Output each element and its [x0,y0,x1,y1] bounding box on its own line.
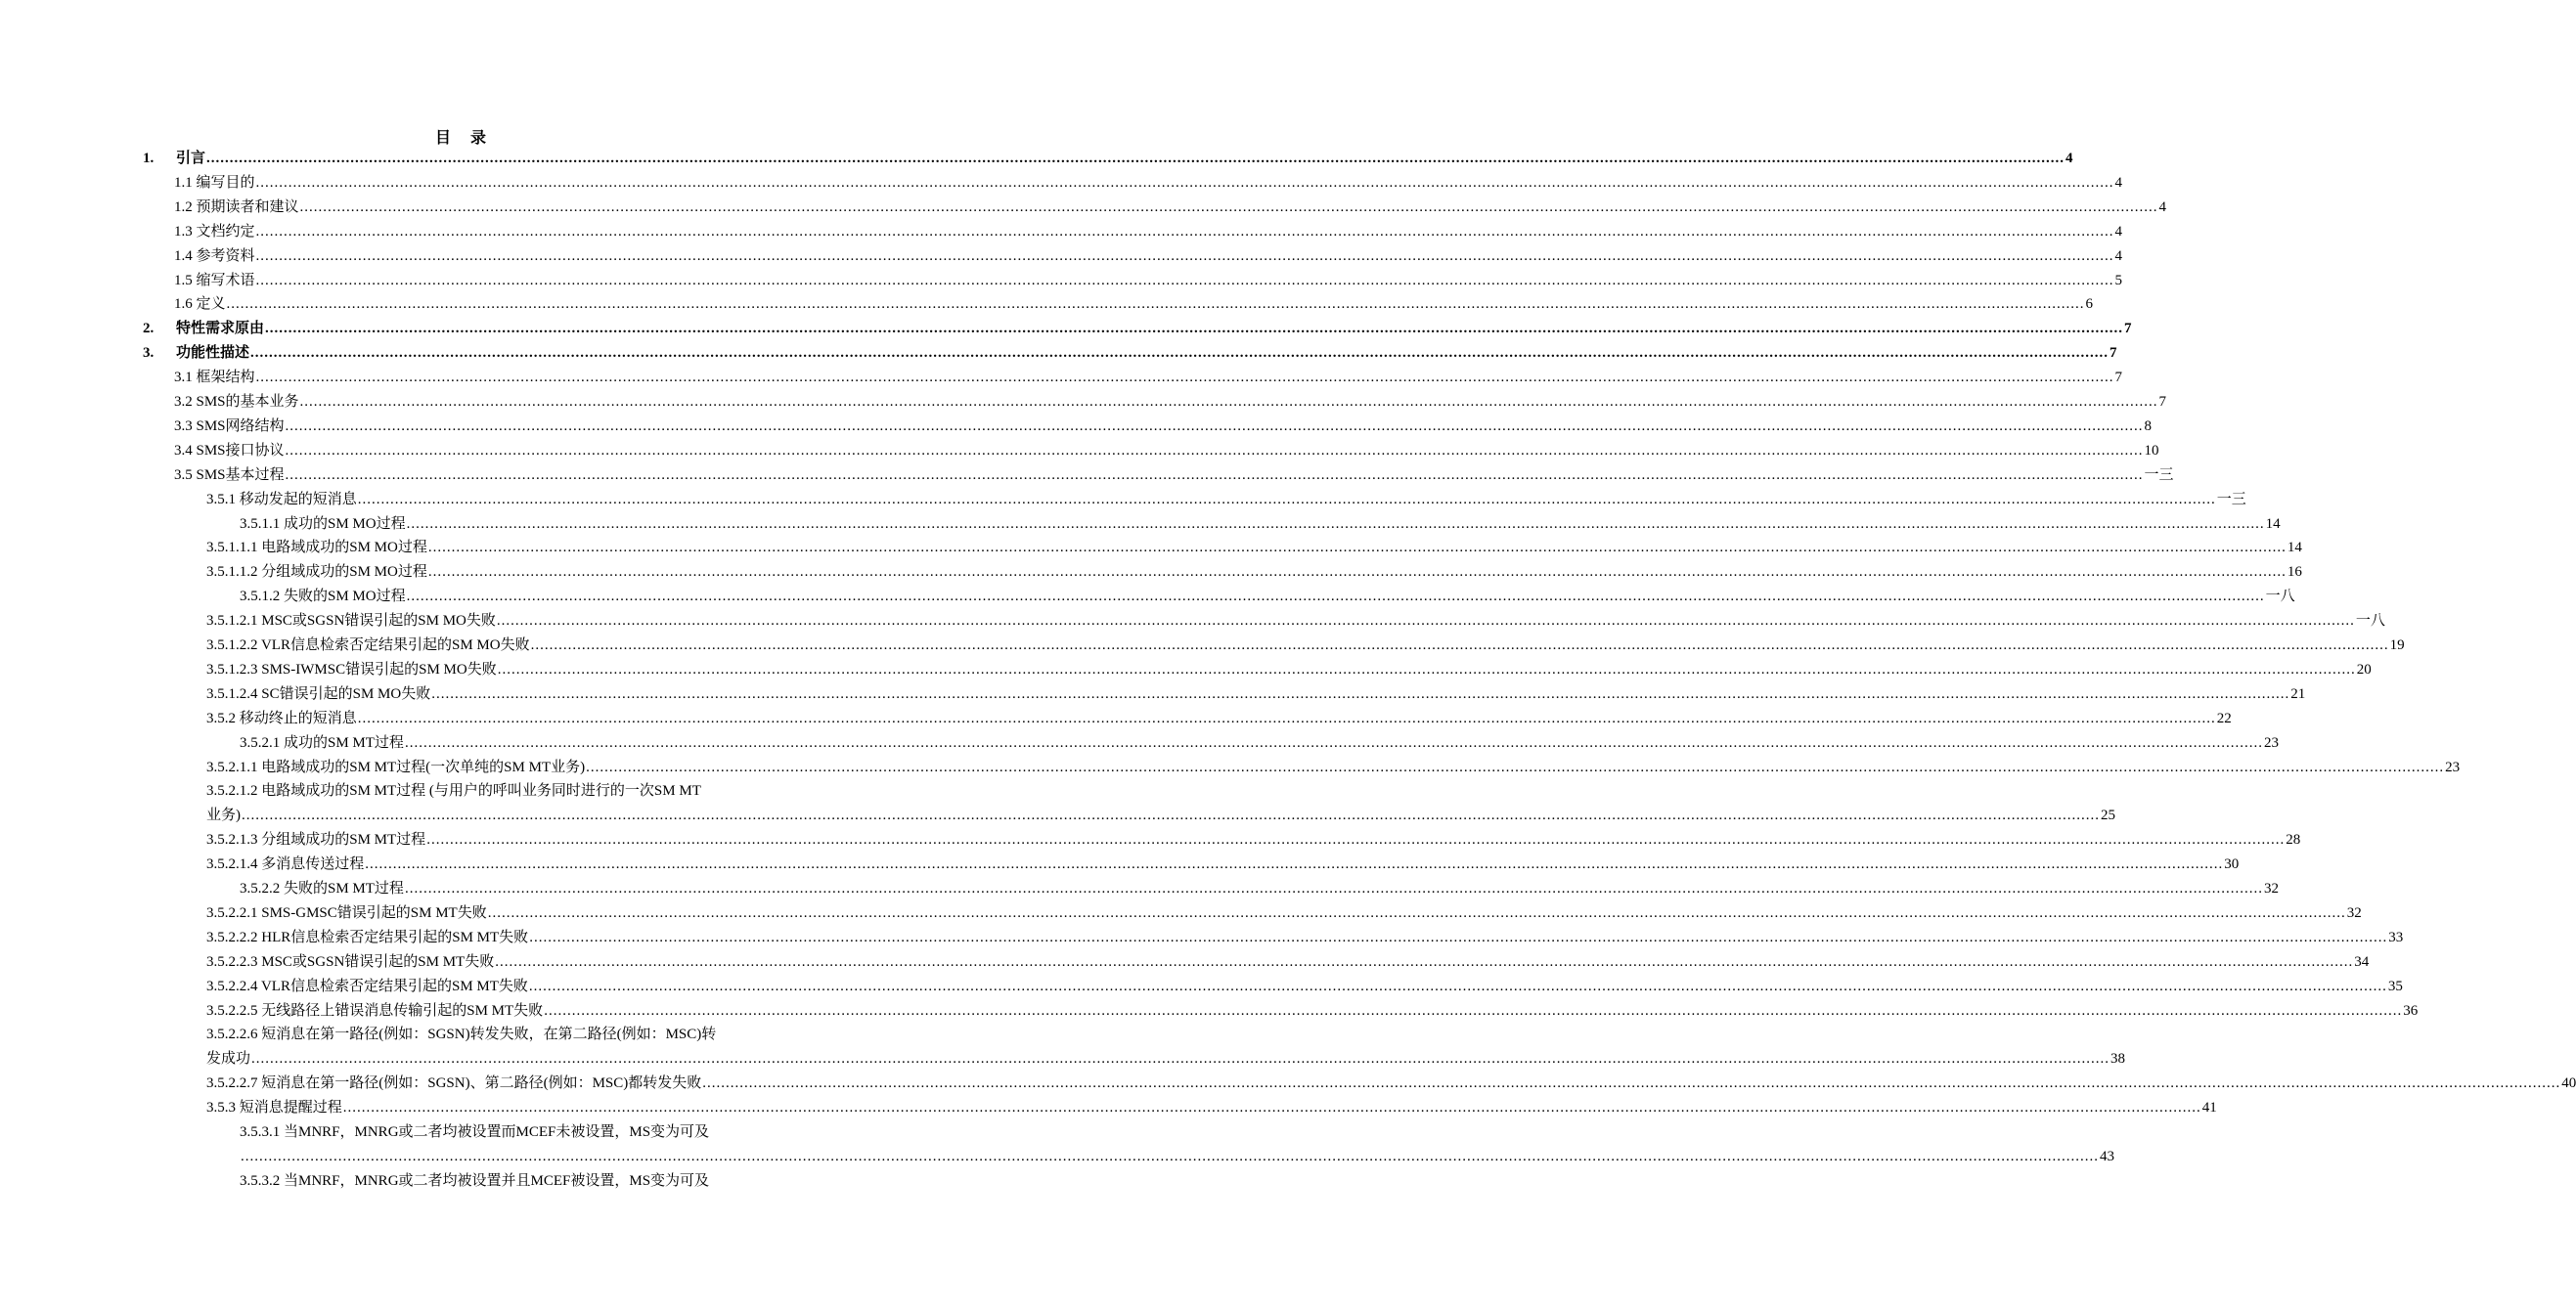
toc-leader-dots: ................................................................................................................................................................................................................................................................................................................................................................................................................ [426,832,2286,849]
toc-entry-text: 3.5.2.2.4 VLR信息检索否定结果引起的SM MT失败 [206,978,528,994]
toc-leader-dots: ................................................................................................................................................................................................................................................................................................................................................................................................................ [530,637,2389,653]
toc-leader-dots: ................................................................................................................................................................................................................................................................................................................................................................................................................ [487,904,2346,921]
toc-leader-dots: ................................................................................................................................................................................................................................................................................................................................................................................................................ [431,685,2290,702]
toc-leader-dots: ................................................................................................................................................................................................................................................................................................................................................................................................................ [255,370,2114,386]
toc-leader-dots: ................................................................................................................................................................................................................................................................................................................................................................................................................ [365,856,2224,873]
toc-leader-dots: ................................................................................................................................................................................................................................................................................................................................................................................................................ [495,953,2354,970]
toc-page-number: 23 [2263,734,2279,751]
toc-leader-dots: ................................................................................................................................................................................................................................................................................................................................................................................................................ [242,808,2100,824]
toc-entry[interactable] [0,733,2279,758]
toc-page-number: 22 [2216,710,2232,726]
toc-leader-dots: ................................................................................................................................................................................................................................................................................................................................................................................................................ [206,151,2065,166]
toc-entry[interactable] [0,928,2404,952]
toc-entry[interactable] [0,368,2123,392]
toc-leader-dots: ................................................................................................................................................................................................................................................................................................................................................................................................................ [285,442,2144,459]
toc-page-number: 30 [2224,856,2240,873]
toc-page-number: 36 [2403,1002,2419,1019]
toc-leader-dots: ................................................................................................................................................................................................................................................................................................................................................................................................................ [404,881,2263,897]
toc-page-number: 7 [2124,321,2132,337]
toc-entry[interactable] [0,1171,929,1196]
toc-entry-text: 3.5.2.1.3 分组域成功的SM MT过程 [206,832,426,849]
toc-entry-text: 3.5.2.2 失败的SM MT过程 [240,881,404,897]
toc-entry-text: 引言 [176,151,206,166]
toc-entry[interactable] [0,197,2167,222]
toc-leader-dots: ................................................................................................................................................................................................................................................................................................................................................................................................................ [406,515,2265,532]
toc-page-number: 34 [2354,953,2370,970]
toc-leader-dots: ................................................................................................................................................................................................................................................................................................................................................................................................................ [357,710,2216,726]
toc-page-number: 10 [2144,442,2159,459]
toc-entry-text: 功能性描述 [176,345,250,362]
toc-entry-text: 3.1 框架结构 [174,370,255,386]
toc-entry-text: 1.2 预期读者和建议 [174,198,299,215]
toc-entry-text: 3.5.3 短消息提醒过程 [206,1100,342,1117]
toc-page-number: 25 [2101,808,2115,824]
toc-page-number: 14 [2265,515,2281,532]
toc-entry-number: 3. [143,345,155,362]
toc-entry[interactable] [0,441,2159,465]
toc-leader-dots: ................................................................................................................................................................................................................................................................................................................................................................................................................ [285,466,2144,483]
toc-entry[interactable] [0,854,2240,879]
toc-entry[interactable] [0,1073,2576,1098]
toc-entry-text: 3.5 SMS基本过程 [174,466,285,483]
toc-page-number: 35 [2387,978,2403,994]
toc-page-number: 4 [2114,247,2123,264]
toc-entry[interactable] [0,538,2302,562]
toc-entry[interactable] [0,562,2302,587]
toc-page-number: 16 [2287,564,2302,581]
toc-entry[interactable] [0,879,2279,903]
toc-leader-dots: ................................................................................................................................................................................................................................................................................................................................................................................................................ [255,223,2114,240]
toc-leader-dots: ................................................................................................................................................................................................................................................................................................................................................................................................................ [255,247,2114,264]
toc-entry-text: 3.5.2.1.2 电路域成功的SM MT过程 (与用户的呼叫业务同时进行的一次SM MT [206,783,701,800]
toc-leader-dots: ................................................................................................................................................................................................................................................................................................................................................................................................................ [529,929,2388,945]
toc-entry-text: 3.4 SMS接口协议 [174,442,285,459]
toc-leader-dots: ................................................................................................................................................................................................................................................................................................................................................................................................................ [255,174,2114,191]
toc-page-number: 一三 [2216,491,2246,507]
toc-leader-dots: ................................................................................................................................................................................................................................................................................................................................................................................................................ [342,1100,2201,1117]
toc-entry[interactable] [0,392,2167,416]
toc-page-number: 19 [2389,637,2405,653]
toc-entry[interactable] [0,611,2385,635]
toc-entry[interactable] [0,1122,929,1147]
toc-page-number: 5 [2114,272,2123,288]
toc-entry-text: 3.5.2.2.5 无线路径上错误消息传输引起的SM MT失败 [206,1002,544,1019]
toc-page-number: 43 [2100,1148,2114,1164]
toc-page-number: 33 [2388,929,2404,945]
toc-leader-dots: ................................................................................................................................................................................................................................................................................................................................................................................................................ [357,491,2216,507]
toc-entry-text: 3.5.1.1 成功的SM MO过程 [240,515,406,532]
toc-entry[interactable] [0,903,2362,928]
toc-entry-text: 1.6 定义 [174,296,226,313]
toc-entry[interactable] [0,952,2370,977]
toc-entry[interactable] [0,587,2295,611]
toc-entry[interactable] [0,781,929,806]
toc-leader-dots: ................................................................................................................................................................................................................................................................................................................................................................................................................ [427,540,2287,556]
toc-title: 目 录 [434,130,494,147]
toc-entry[interactable] [0,173,2123,197]
toc-leader-dots: ................................................................................................................................................................................................................................................................................................................................................................................................................ [404,734,2263,751]
toc-entry[interactable] [0,977,2403,1001]
toc-leader-dots: ................................................................................................................................................................................................................................................................................................................................................................................................................ [250,345,2110,362]
toc-entry-text: 3.5.2 移动终止的短消息 [206,710,357,726]
toc-entry-text: 3.5.3.2 当MNRF，MNRG或二者均被设置并且MCEF被设置，MS变为可及 [240,1172,710,1189]
toc-entry[interactable] [0,416,2153,441]
toc-entry-continuation[interactable] [0,1049,2126,1073]
toc-page-number: 6 [2085,296,2094,313]
toc-leader-dots: ................................................................................................................................................................................................................................................................................................................................................................................................................ [265,321,2124,337]
toc-leader-dots: ................................................................................................................................................................................................................................................................................................................................................................................................................ [496,613,2355,630]
toc-entry[interactable] [0,319,2132,343]
toc-entry-text: 3.5.2.1.4 多消息传送过程 [206,856,365,873]
toc-page-number: 23 [2445,759,2461,775]
toc-entry[interactable] [0,514,2281,539]
toc-page-number: 7 [2114,370,2123,386]
toc-leader-dots: ................................................................................................................................................................................................................................................................................................................................................................................................................ [299,394,2158,410]
toc-entry-text: 发成功 [206,1051,251,1068]
toc-entry[interactable] [0,246,2123,271]
toc-leader-dots: ................................................................................................................................................................................................................................................................................................................................................................................................................ [285,417,2144,434]
toc-page-number: 4 [2114,174,2123,191]
toc-page-number: 一三 [2144,466,2174,483]
toc-entry-text: 3.5.1.2.3 SMS-IWMSC错误引起的SM MO失败 [206,661,497,678]
toc-entry-text: 3.5.1.1.2 分组域成功的SM MO过程 [206,564,427,581]
toc-entry-text: 3.5.2.2.7 短消息在第一路径(例如：SGSN)、第二路径(例如：MSC)都转发失败 [206,1075,702,1092]
toc-page-number: 14 [2287,540,2302,556]
toc-page-number: 41 [2201,1100,2217,1117]
toc-leader-dots: ................................................................................................................................................................................................................................................................................................................................................................................................................ [497,661,2356,678]
toc-leader-dots: ................................................................................................................................................................................................................................................................................................................................................................................................................ [299,198,2158,215]
toc-page-number: 20 [2356,661,2372,678]
toc-entry-text: 3.5.1.2.1 MSC或SGSN错误引起的SM MO失败 [206,613,496,630]
toc-leader-dots: ................................................................................................................................................................................................................................................................................................................................................................................................................ [255,272,2114,288]
toc-page-number: 38 [2110,1051,2126,1068]
toc-entry-text: 3.5.2.2.3 MSC或SGSN错误引起的SM MT失败 [206,953,495,970]
toc-entry[interactable] [0,1025,929,1049]
toc-entry-text: 3.5.1 移动发起的短消息 [206,491,357,507]
toc-page-number: 21 [2290,685,2306,702]
toc-entry-text: 1.3 文档约定 [174,223,255,240]
toc-entry-text: 3.5.1.2.4 SC错误引起的SM MO失败 [206,685,431,702]
toc-entry-number: 2. [143,321,155,337]
toc-page-number: 4 [2158,198,2167,215]
toc-entry-continuation[interactable] [0,806,2115,830]
toc-entry[interactable] [0,660,2372,684]
toc-entry-text: 3.5.2.2.1 SMS-GMSC错误引起的SM MT失败 [206,904,487,921]
toc-entry-text: 3.5.1.2 失败的SM MO过程 [240,589,406,605]
toc-entry[interactable] [0,709,2232,733]
toc-leader-dots: ................................................................................................................................................................................................................................................................................................................................................................................................................ [241,1148,2099,1164]
toc-entry[interactable] [0,465,2174,490]
toc-leader-dots: ................................................................................................................................................................................................................................................................................................................................................................................................................ [528,978,2387,994]
toc-entry[interactable] [0,758,2461,782]
toc-entry[interactable] [0,294,2094,319]
toc-entry[interactable] [0,635,2405,660]
toc-leader-dots: ................................................................................................................................................................................................................................................................................................................................................................................................................ [702,1075,2561,1092]
toc-entry-text: 1.5 缩写术语 [174,272,255,288]
toc-entry-continuation[interactable] [0,1147,2114,1171]
toc-entry-text: 3.5.2.2.6 短消息在第一路径(例如：SGSN)转发失败，在第二路径(例如：MSC)转 [206,1027,717,1043]
toc-entry-text: 1.4 参考资料 [174,247,255,264]
toc-page-number: 4 [2065,151,2073,166]
toc-page-number: 7 [2110,345,2117,362]
toc-entry-text: 3.5.2.1.1 电路域成功的SM MT过程(一次单纯的SM MT业务) [206,759,586,775]
toc-page-number: 28 [2286,832,2301,849]
toc-page-number: 32 [2346,904,2362,921]
toc-leader-dots: ................................................................................................................................................................................................................................................................................................................................................................................................................ [544,1002,2403,1019]
toc-page-number: 一八 [2355,613,2385,630]
toc-page-number: 4 [2114,223,2123,240]
toc-leader-dots: ................................................................................................................................................................................................................................................................................................................................................................................................................ [406,589,2265,605]
toc-entry-text: 业务) [206,808,241,824]
toc-leader-dots: ................................................................................................................................................................................................................................................................................................................................................................................................................ [427,564,2287,581]
toc-entry[interactable] [0,222,2123,246]
toc-page-number: 一八 [2265,589,2295,605]
toc-entry[interactable] [0,1098,2217,1122]
toc-entry-text: 3.5.1.1.1 电路域成功的SM MO过程 [206,540,427,556]
toc-entry-text: 1.1 编写目的 [174,174,255,191]
toc-page-number: 32 [2263,881,2279,897]
toc-page-number: 7 [2158,394,2167,410]
toc-entry[interactable] [0,343,2117,368]
toc-entry[interactable] [0,490,2246,514]
toc-entry-text: 3.5.1.2.2 VLR信息检索否定结果引起的SM MO失败 [206,637,530,653]
toc-entry[interactable] [0,271,2123,295]
toc-entry[interactable] [0,1001,2419,1026]
toc-leader-dots: ................................................................................................................................................................................................................................................................................................................................................................................................................ [586,759,2445,775]
toc-entry-text: 3.5.2.1 成功的SM MT过程 [240,734,404,751]
toc-entry[interactable] [0,830,2301,854]
toc-leader-dots: ................................................................................................................................................................................................................................................................................................................................................................................................................ [226,296,2085,313]
toc-page-number: 8 [2144,417,2153,434]
toc-entry-text: 3.5.2.2.2 HLR信息检索否定结果引起的SM MT失败 [206,929,529,945]
toc-entry-number: 1. [143,151,155,166]
toc-entry[interactable] [0,149,2073,173]
toc-entry-text: 3.3 SMS网络结构 [174,417,285,434]
toc-entry-text: 3.2 SMS的基本业务 [174,394,299,410]
toc-entry-text: 特性需求原由 [176,321,265,337]
toc-entry-text: 3.5.3.1 当MNRF，MNRG或二者均被设置而MCEF未被设置，MS变为可及 [240,1124,710,1140]
toc-entry[interactable] [0,684,2306,709]
toc-page-number: 40 [2561,1075,2576,1092]
toc-leader-dots: ................................................................................................................................................................................................................................................................................................................................................................................................................ [251,1051,2110,1068]
